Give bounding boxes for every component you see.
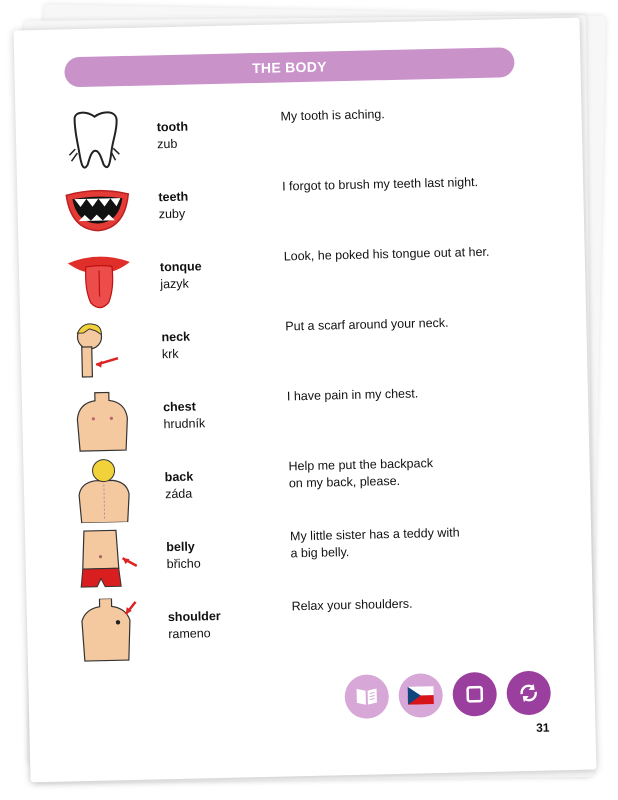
belly-icon bbox=[70, 528, 141, 594]
english-word: teeth bbox=[158, 189, 189, 205]
czech-word: břicho bbox=[166, 556, 201, 572]
list-item bbox=[71, 588, 572, 669]
list-item bbox=[67, 378, 568, 459]
word-pair bbox=[161, 329, 190, 364]
english-word: belly bbox=[166, 539, 195, 555]
book-icon bbox=[355, 686, 379, 707]
list-item bbox=[65, 308, 566, 389]
repeat-button[interactable] bbox=[506, 671, 551, 716]
czech-word: záda bbox=[164, 486, 193, 502]
list-item bbox=[68, 448, 569, 529]
example-sentence: I have pain in my chest. bbox=[286, 386, 419, 404]
example-sentence: My tooth is aching. bbox=[280, 107, 385, 124]
tongue-icon bbox=[64, 248, 135, 314]
example-sentence: Help me put the backpack on my back, please. bbox=[288, 456, 434, 491]
word-pair bbox=[168, 608, 222, 643]
word-pair bbox=[163, 398, 205, 433]
list-item bbox=[64, 238, 565, 319]
page-title: THE BODY bbox=[64, 47, 515, 87]
repeat-icon bbox=[517, 682, 539, 704]
stop-icon bbox=[466, 685, 484, 703]
english-word: tooth bbox=[156, 119, 189, 135]
list-item bbox=[70, 518, 571, 599]
english-word: shoulder bbox=[167, 608, 221, 625]
czech-word: zub bbox=[157, 136, 178, 152]
page-number: 31 bbox=[535, 720, 550, 735]
example-sentence: I forgot to brush my teeth last night. bbox=[281, 175, 479, 194]
example-sentence: Relax your shoulders. bbox=[291, 596, 413, 614]
czech-word: zuby bbox=[158, 206, 186, 222]
czech-flag-icon bbox=[408, 686, 434, 705]
czech-word: krk bbox=[161, 346, 179, 362]
english-word: back bbox=[164, 469, 194, 485]
list-item bbox=[60, 98, 561, 179]
word-pair bbox=[166, 538, 201, 573]
book-button[interactable] bbox=[344, 674, 389, 719]
back-icon bbox=[68, 458, 139, 524]
word-pair bbox=[160, 258, 202, 293]
english-word: tonque bbox=[159, 259, 202, 275]
word-pair bbox=[165, 469, 194, 504]
english-word: neck bbox=[161, 329, 191, 345]
example-sentence: Put a scarf around your neck. bbox=[285, 315, 449, 334]
example-sentence: Look, he poked his tongue out at her. bbox=[283, 244, 490, 264]
stop-button[interactable] bbox=[452, 672, 497, 717]
chest-icon bbox=[67, 388, 138, 454]
czech-word: rameno bbox=[168, 626, 211, 642]
list-item bbox=[62, 168, 563, 249]
tooth-icon bbox=[60, 108, 131, 174]
teeth-icon bbox=[62, 178, 133, 244]
czech-flag-button[interactable] bbox=[398, 673, 443, 718]
worksheet-page bbox=[14, 18, 597, 783]
neck-icon bbox=[65, 318, 136, 384]
english-word: chest bbox=[162, 399, 196, 415]
shoulder-icon bbox=[71, 598, 142, 664]
czech-word: hrudník bbox=[163, 416, 206, 432]
example-sentence: My little sister has a teddy with a big belly. bbox=[289, 525, 460, 561]
word-pair bbox=[157, 119, 189, 154]
czech-word: jazyk bbox=[160, 276, 189, 292]
word-pair bbox=[158, 189, 189, 224]
